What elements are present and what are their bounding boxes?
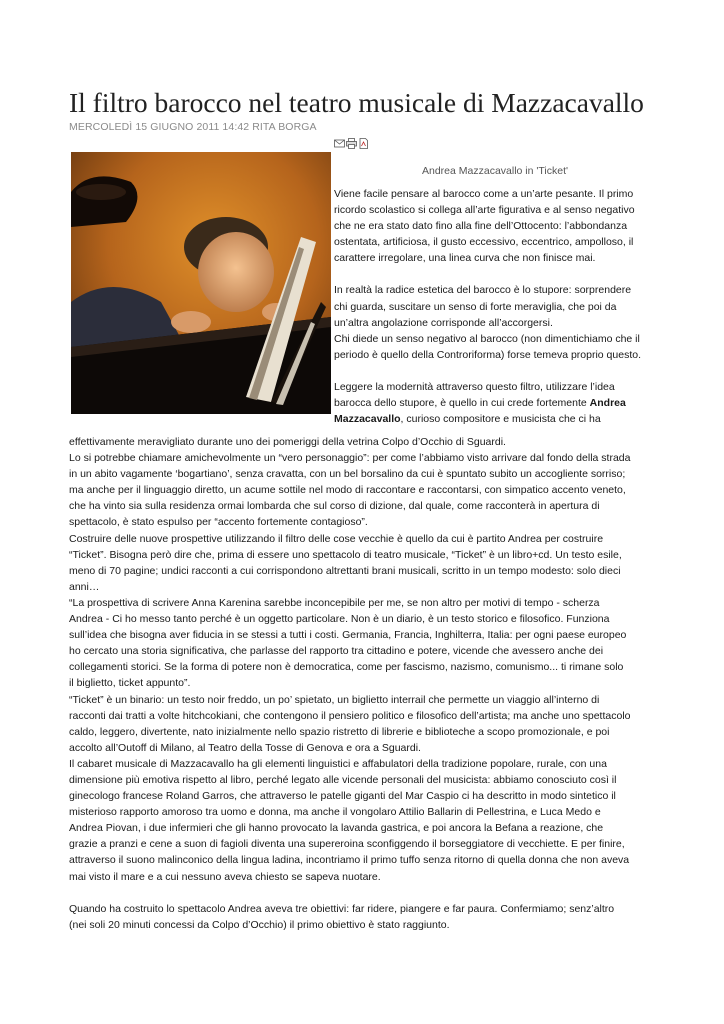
body-line: misterioso rapporto amoroso tra uomo e donna, ma anche il vongolaro Attilio Ballarin di Pellestrina, e Luca Medo e bbox=[69, 806, 601, 819]
print-icon[interactable] bbox=[346, 138, 357, 149]
body-line: attraverso il suono malinconico della lingua ladina, incontriamo il primo tuffo senza ritorno di quella donna che non aveva bbox=[69, 854, 630, 867]
author-name-last: Mazzacavallo bbox=[334, 413, 401, 426]
author-name-first: Andrea bbox=[589, 397, 626, 410]
body-line: Il cabaret musicale di Mazzacavallo ha gli elementi linguistici e affabulatori della tradizione popolare, rurale, con una bbox=[69, 757, 607, 770]
body-line: effettivamente meravigliato durante uno dei pomeriggi della vetrina Colpo d’Occhio di Sguardi. bbox=[69, 436, 506, 448]
body-line: sull’idea che bisogna aver fiducia in se stessi a tutti i costi. Germania, Francia, Inghilterra, Italia: per ogni paese europeo bbox=[69, 629, 627, 642]
body-line: Costruire delle nuove prospettive utilizzando il filtro delle cose vecchie è quello da cui è partito Andrea per costruire bbox=[69, 532, 604, 545]
body-line: mai visto il mare e a cui nessuno aveva chiesto se sapeva nuotare. bbox=[69, 870, 381, 883]
body-line: il biglietto, ticket appunto”. bbox=[69, 677, 191, 690]
paragraph-gap bbox=[69, 885, 659, 901]
body-line: meno di 70 pagine; undici racconti a cui corrispondono altrettanti brani musicali, scritto in un tempo modesto: solo dieci bbox=[69, 564, 621, 577]
body-line: collegamenti storici. Se la forma di potere non è democratica, come per fascismo, nazismo, comunismo... ti rimane solo bbox=[69, 661, 624, 674]
body-line: in un abito vagamente ‘bogartiano’, senza cravatta, con un bel borsalino da cui è spuntato subito un accogliente sorriso; bbox=[69, 468, 626, 481]
body-line: accolto all’Outoff di Milano, al Teatro della Tosse di Genova e ora a Sguardi. bbox=[69, 741, 421, 754]
body-line: caldo, leggero, divertente, nato inizialmente nello spazio ristretto di librerie e biblioteche a scopo promozionale, e poi bbox=[69, 725, 610, 738]
intro-column bbox=[334, 186, 664, 427]
paragraph-gap bbox=[334, 266, 664, 282]
body-line: (nei soli 20 minuti concessi da Colpo d’Occhio) il primo obiettivo è stato raggiunto. bbox=[69, 918, 450, 931]
pianist-photo bbox=[71, 152, 331, 414]
article-body bbox=[69, 434, 659, 933]
body-line: “Ticket” è un binario: un testo noir freddo, un po’ spietato, un biglietto interrail che permette un viaggio all’interno di bbox=[69, 693, 600, 706]
body-line: Quando ha costruito lo spettacolo Andrea aveva tre obiettivi: far ridere, piangere e far paura. Confermiamo; senz’altro bbox=[69, 902, 615, 915]
col-line: Leggere la modernità attraverso questo filtro, utilizzare l’idea bbox=[334, 380, 615, 393]
col-line: ostentata, artificiosa, il gusto eccessivo, eccentrico, ampolloso, il bbox=[334, 236, 634, 249]
col-line-text: barocca dello stupore, è quello in cui crede fortemente bbox=[334, 397, 587, 410]
body-line: “La prospettiva di scrivere Anna Karenina sarebbe inconcepibile per me, se non altro per motivi di tempo - scherza bbox=[69, 596, 600, 609]
col-line-text: , curioso compositore e musicista che ci ha bbox=[400, 413, 601, 426]
body-line: racconti dai tratti a volte hitchcokiani, che contengono il pensiero politico e filosofico dell’artista; ma anche uno spettacolo bbox=[69, 709, 631, 722]
col-line: chi guarda, suscitare un senso di forte meraviglia, che poi da bbox=[334, 300, 617, 313]
body-line: Lo si potrebbe chiamare amichevolmente un “vero personaggio”: per come l’abbiamo visto arrivare dal fondo della strada bbox=[69, 452, 631, 465]
body-line: grazie a pranzi e cene a suon di fagioli diventa una supereroina sconfiggendo il borseggiatore di vecchiette. E per finire, bbox=[69, 838, 625, 851]
col-line bbox=[334, 411, 664, 427]
body-line: che ha vinto sia sulla residenza ormai lombarda che sul corso di dizione, dal quale, come racconterà in apertura di bbox=[69, 500, 600, 513]
pdf-icon[interactable] bbox=[358, 138, 369, 149]
col-line: In realtà la radice estetica del barocco è lo stupore: sorprendere bbox=[334, 284, 632, 297]
col-line: Chi diede un senso negativo al barocco (non dimentichiamo che il bbox=[334, 332, 640, 345]
body-line: ma anche per il linguaggio diretto, un acume sottile nel modo di raccontare e raccontarsi, con simpatico accento veneto, bbox=[69, 484, 626, 497]
article-title: Il filtro barocco nel teatro musicale di Mazzacavallo bbox=[69, 87, 644, 118]
col-line bbox=[334, 395, 664, 411]
body-line: spettacolo, è stato espulso per “accento fortemente contagioso”. bbox=[69, 516, 368, 529]
body-line: ginecologo francese Roland Garros, che attraverso le patelle giganti del Mar Caspio ci ha descritto in modo sintetico il bbox=[69, 790, 616, 803]
email-icon[interactable] bbox=[334, 138, 345, 149]
body-line: anni… bbox=[69, 580, 100, 593]
article-byline: MERCOLEDÌ 15 GIUGNO 2011 14:42 RITA BORGA bbox=[69, 121, 317, 133]
col-line: che ne era stato dato fino alla fine dell’Ottocento: l’abbondanza bbox=[334, 220, 628, 233]
col-line: ricordo scolastico si collega all’arte figurativa e al senso negativo bbox=[334, 204, 635, 217]
col-line: carattere irregolare, una linea curva che non finisce mai. bbox=[334, 252, 596, 265]
col-line: un’altra angolazione corrisponde all’accorgersi. bbox=[334, 316, 553, 329]
body-line: Andrea - Ci ho messo tanto perché è un oggetto particolare. Non è un diario, è un testo storico e filosofico. Funziona bbox=[69, 613, 610, 626]
article-photo bbox=[71, 152, 331, 414]
col-line: periodo è quello della Controriforma) forse temeva proprio questo. bbox=[334, 348, 641, 361]
body-line: “Ticket”. Bisogna però dire che, prima di essere uno spettacolo di teatro musicale, “Ticket” è un libro+cd. Un testo esile, bbox=[69, 548, 622, 561]
article-tools bbox=[334, 138, 369, 149]
photo-caption: Andrea Mazzacavallo in 'Ticket' bbox=[422, 165, 569, 177]
paragraph-gap bbox=[334, 363, 664, 379]
body-line: ho cercato una storia significativa, che parlasse del rapporto tra cittadino e potere, vicende che avessero anche dei bbox=[69, 645, 604, 658]
col-line: Viene facile pensare al barocco come a un’arte pesante. Il primo bbox=[334, 188, 634, 200]
body-line: dimensione più emotiva rispetto al libro, perché legato alle vicende personali del musicista: abbiamo conosciuto così il bbox=[69, 773, 617, 786]
body-line: Andrea Piovan, i due infermieri che gli hanno provocato la lavanda gastrica, e poi ancora la Befana a reazione, che bbox=[69, 822, 604, 835]
